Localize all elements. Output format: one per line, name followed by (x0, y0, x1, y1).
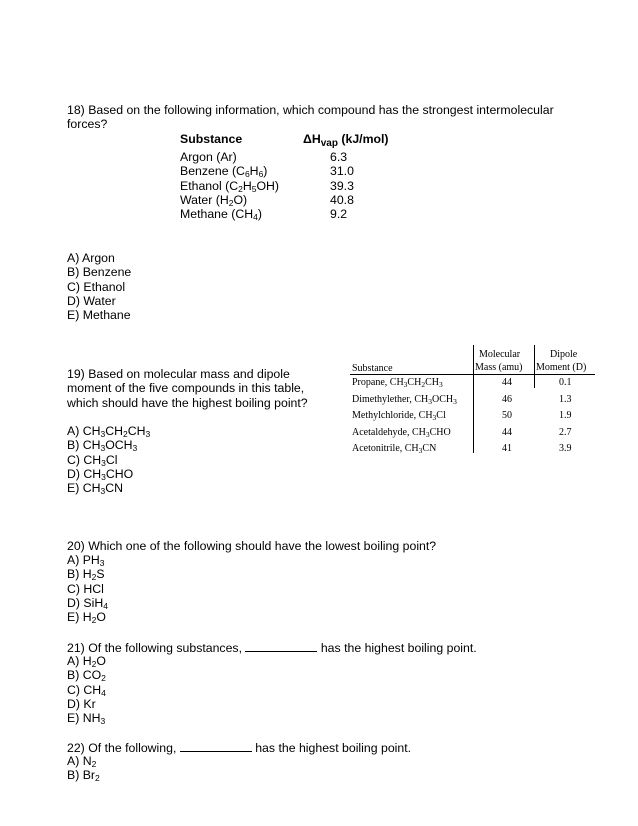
q18-row-value: 6.3 (330, 150, 348, 164)
q19-header-substance: Substance (352, 363, 393, 374)
q19-row-mass: 41 (502, 443, 512, 454)
q19-row-mass: 46 (502, 393, 512, 405)
q19-row-substance: Acetaldehyde, $CH_3CHO$ (352, 426, 451, 439)
q18-table (0, 132, 638, 222)
q19-table (350, 345, 600, 455)
q18-row-substance: Ethanol $(C_2H_5OH)$ (180, 178, 280, 194)
q20-stem: 20) Which one of the following should have the lowest boiling point? (67, 539, 437, 553)
q20-choices (67, 553, 108, 624)
q19-row-dipole: 2.7 (559, 426, 572, 438)
q20-choice: A) $PH_3$ (67, 553, 105, 568)
q18-row-substance: Argon (Ar) (180, 150, 237, 164)
q18-row-value: 40.8 (330, 192, 354, 207)
q18-choice: A) Argon (67, 251, 115, 265)
q19-choice: A) $CH_3CH_2CH_3$ (67, 424, 151, 439)
q19-row-substance: Dimethylether, $CH_3OCH_3$ (352, 393, 457, 406)
q20-choice: E) $H_2O$ (67, 610, 106, 626)
q21-answer-blank (245, 640, 317, 652)
q19-row-substance: Propane, $CH_3CH_2CH_3$ (352, 377, 443, 389)
q19-header-dp-2: Moment (D) (536, 362, 587, 373)
q19-row-dipole: 1.3 (559, 393, 572, 405)
q19-row-dipole: 1.9 (559, 410, 572, 421)
q18-header-substance: Substance (180, 132, 243, 146)
q18-choice: E) Methane (67, 308, 131, 323)
q21-choice: E) $NH_3$ (67, 711, 106, 727)
q18-stem-line2: forces? (67, 117, 108, 131)
q19-header-dp-1: Dipole (550, 349, 578, 360)
q19-table-vline-2 (534, 345, 535, 388)
q18-row-value: 9.2 (330, 207, 348, 222)
q19-row-dipole: 3.9 (559, 443, 572, 454)
q19-choice: C) $CH_3Cl$ (67, 452, 118, 468)
q20-choice: C) HCl (67, 581, 104, 596)
q21-choice: C) $CH_4$ (67, 682, 106, 698)
q18-choice: B) Benzene (67, 265, 132, 280)
q19-header-mm-2: Mass (amu) (475, 362, 523, 373)
q19-choice: B) $CH_3OCH_3$ (67, 438, 138, 454)
q18-row-substance: Methane $(CH_4)$ (180, 207, 262, 223)
q20-choice: D) SiH$_4$ (67, 595, 108, 611)
q18-choice: C) Ethanol (67, 279, 126, 294)
q19-row-substance: Acetonitrile, $CH_3CN$ (352, 443, 437, 455)
q19-stem (67, 367, 308, 410)
q19-row-mass: 44 (502, 426, 512, 438)
q21-choice: D) Kr (67, 696, 96, 711)
q19-stem-line: 19) Based on molecular mass and dipole (67, 367, 290, 381)
q19-stem-line: moment of the five compounds in this table, (67, 381, 305, 396)
q18-choices (67, 251, 131, 322)
q22-answer-blank (180, 740, 252, 752)
q19-choice: E) $CH_3CN$ (67, 481, 123, 497)
q18-header-dhvap: $\Delta H_{vap}$ (kJ/mol) (303, 132, 389, 149)
q19-row-substance: Methylchloride, $CH_3Cl$ (352, 410, 446, 422)
q18-row-value: 39.3 (330, 178, 354, 193)
q19-stem-line: which should have the highest boiling point? (67, 395, 308, 410)
q22-choices (67, 754, 100, 783)
q22-choice: A) $N_2$ (67, 754, 97, 769)
q22-choice: B) $Br_2$ (67, 768, 100, 784)
q19-choice: D) $CH_3CHO$ (67, 466, 134, 482)
q18-row-substance: Water $(H_2O)$ (180, 192, 248, 208)
q18-row-substance: Benzene $(C_6H_6)$ (180, 164, 268, 180)
q18-stem-line1: 18) Based on the following information, which compound has the strongest intermolecular (67, 103, 554, 117)
q20-choice: B) $H_2S$ (67, 567, 105, 583)
q19-row-dipole: 0.1 (559, 377, 572, 388)
q21-stem: 21) Of the following substances, has the highest boiling point. (67, 641, 477, 655)
q18-row-value: 31.0 (330, 164, 354, 179)
q21-choices (67, 654, 106, 725)
q19-table-vline-1 (473, 345, 474, 453)
q18-choice: D) Water (67, 293, 116, 308)
q19-header-mm-1: Molecular (479, 349, 521, 360)
q22-stem: 22) Of the following, has the highest boiling point. (67, 741, 412, 755)
q19-row-mass: 50 (502, 410, 512, 421)
q19-choices (67, 424, 150, 495)
q21-choice: A) $H_2O$ (67, 654, 106, 669)
q19-row-mass: 44 (502, 377, 512, 388)
q21-choice: B) $CO_2$ (67, 668, 106, 684)
